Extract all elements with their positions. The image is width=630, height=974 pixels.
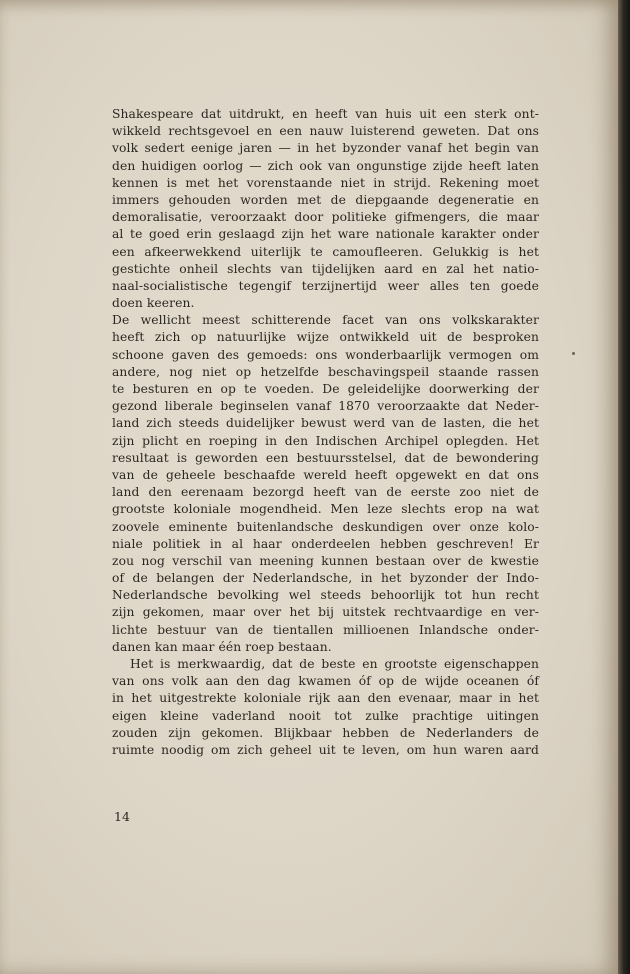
text-line: wikkeld rechtsgevoel en een nauw luisterend geweten. Dat ons xyxy=(112,124,539,139)
text-line: land den eerenaam bezorgd heeft van de eerste zoo niet de xyxy=(112,485,539,500)
text-line: Nederlandsche bevolking wel steeds behoorlijk tot hun recht xyxy=(112,588,539,603)
text-line: een afkeerwekkend uiterlijk te camoufleeren. Gelukkig is het xyxy=(112,244,539,259)
text-line: resultaat is geworden een bestuursstelsel, dat de bewondering xyxy=(112,450,539,465)
text-line: in het uitgestrekte koloniale rijk aan den evenaar, maar in het xyxy=(112,691,539,706)
text-line: zou nog verschil van meening kunnen bestaan over de kwestie xyxy=(112,553,539,568)
text-line: Shakespeare dat uitdrukt, en heeft van huis uit een sterk ont- xyxy=(112,107,539,121)
text-line: zijn plicht en roeping in den Indischen Archipel oplegden. Het xyxy=(112,433,539,448)
text-line: zijn gekomen, maar over het bij uitstek rechtvaardige en ver- xyxy=(112,605,539,620)
text-line: Het is merkwaardig, dat de beste en grootste eigenschappen xyxy=(130,657,539,671)
text-line: demoralisatie, veroorzaakt door politieke gifmengers, die maar xyxy=(112,210,539,225)
text-line: van de geheele beschaafde wereld heeft opgewekt en dat ons xyxy=(112,467,539,482)
text-line: land zich steeds duidelijker bewust werd van de lasten, die het xyxy=(112,416,539,431)
text-line: te besturen en op te voeden. De geleidelijke doorwerking der xyxy=(112,382,539,396)
text-line: doen keeren. xyxy=(112,296,195,311)
text-line: niale politiek in al haar onderdeelen hebben geschreven! Er xyxy=(112,536,539,551)
text-line: of de belangen der Nederlandsche, in het byzonder der Indo- xyxy=(112,571,539,586)
text-line: zouden zijn gekomen. Blijkbaar hebben de Nederlanders de xyxy=(112,725,539,740)
text-line: lichte bestuur van de tientallen millioenen Inlandsche onder- xyxy=(112,622,539,637)
text-line: van ons volk aan den dag kwamen óf op de wijde oceanen óf xyxy=(112,674,539,689)
page-number: 14 xyxy=(114,809,130,824)
text-line: gezond liberale beginselen vanaf 1870 veroorzaakte dat Neder- xyxy=(112,399,539,414)
text-line: De wellicht meest schitterende facet van ons volkskarakter xyxy=(112,313,539,328)
text-line: al te goed erin geslaagd zijn het ware nationale karakter onder xyxy=(112,227,539,242)
text-line: danen kan maar één roep bestaan. xyxy=(112,639,332,654)
text-line: kennen is met het vorenstaande niet in strijd. Rekening moet xyxy=(112,175,539,190)
body-text xyxy=(112,106,539,759)
paper-speck xyxy=(572,352,575,355)
text-line: immers gehouden worden met de diepgaande degeneratie en xyxy=(112,192,539,207)
text-line: gestichte onheil slechts van tijdelijken aard en zal het natio- xyxy=(112,261,539,276)
text-line: volk sedert eenige jaren — in het byzonder vanaf het begin van xyxy=(112,141,539,156)
text-line: naal-socialistische tegengif terzijnertijd weer alles ten goede xyxy=(112,278,539,293)
text-line: zoovele eminente buitenlandsche deskundigen over onze kolo- xyxy=(112,519,539,534)
text-line: heeft zich op natuurlijke wijze ontwikkeld uit de besproken xyxy=(112,330,539,345)
text-line: ruimte noodig om zich geheel uit te leven, om hun waren aard xyxy=(112,742,539,757)
text-line: grootste koloniale mogendheid. Men leze slechts erop na wat xyxy=(112,502,539,517)
text-line: eigen kleine vaderland nooit tot zulke prachtige uitingen xyxy=(112,708,539,723)
page-edge-shadow xyxy=(618,0,630,974)
text-line: andere, nog niet op hetzelfde beschavingspeil staande rassen xyxy=(112,364,539,379)
text-line: schoone gaven des gemoeds: ons wonderbaarlijk vermogen om xyxy=(112,347,539,362)
text-line: den huidigen oorlog — zich ook van ongunstige zijde heeft laten xyxy=(112,158,539,173)
